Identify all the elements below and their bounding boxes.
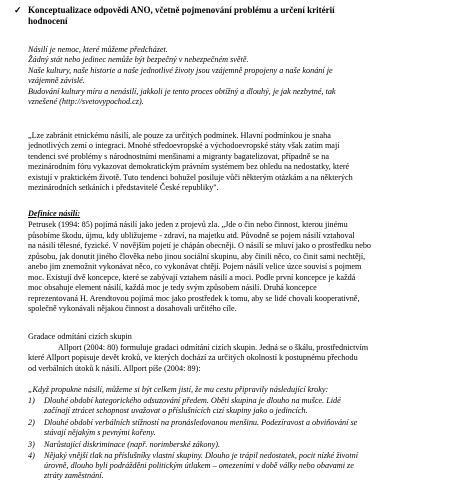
gradation-line: které Allport popisuje devět kroků, ve kterých dochází za určitých okolností k postupnému přechodu — [28, 353, 358, 362]
list-item-number: 3) — [28, 440, 35, 449]
quote-line: „Lze zabránit etnickému násilí, ale pouze za určitých podmínek. Hlavní podmínkou je snaha — [28, 131, 331, 140]
intro-line: vznešené (http://svetovypochod.cz). — [28, 97, 144, 106]
intro-line: vzájemně závislé. — [28, 76, 85, 85]
quote-line: existují v praktickém životě. Tuto tendenci bohužel posiluje vůči některým otázkám a na některých — [28, 173, 353, 182]
gradation-line: od verbálních útoků k násilí. Allport píše (2004: 89): — [28, 364, 201, 373]
gradation-title: Gradace odmítání cizích skupin — [28, 332, 132, 341]
definition-line: moc. Existují dvě koncepce, které se zabývají vztahem násilí a moci. Podle první koncepce je každá — [28, 273, 356, 282]
list-item-line: Dlouhé období kategorického odsuzování předem. Oběti skupina je dlouho na mušce. Lidé — [44, 396, 341, 405]
definition-line: působíme škodu, újmu, kdy ubližujeme - zdraví, na majetku atd. Původně se pojem násilí vztahoval — [28, 231, 355, 240]
quote-line: tendenci své problémy s národnostními menšinami a migranty bagatelizovat, případně se na — [28, 152, 330, 161]
list-item-line: Nějaký vnější tlak na příslušníky vlastní skupiny. Dlouho je trápil nedostatek, pocit nízké životní — [44, 451, 359, 460]
heading-line-2: hodnocení — [28, 16, 68, 26]
definition-line: moc obsahuje element násilí, každá moc je tedy svým způsobem násilí. Druhá koncepce — [28, 283, 317, 292]
heading-line-1: Konceptualizace odpovědi ANO, včetně pojmenování problému a určení kritérií — [28, 5, 335, 15]
definition-line: reprezentovaná H. Arendtovou pojímá moc jako prostředek k tomu, aby se lidé chovali kooperativně, — [28, 294, 360, 303]
list-item-line: Dlouhé období verbálních stížností na pronásledovanou menšinu. Podezíravost a obviňování se — [44, 418, 358, 427]
intro-line: Žádný stát nebo jedinec nemůže být bezpečný v nebezpečném světě. — [28, 55, 249, 64]
quote-line: jednotlivých zemí o integraci. Mnohé středoevropské a východoevropské státy však zatím mají — [28, 141, 340, 150]
definition-title: Definice násilí: — [28, 209, 81, 218]
gradation-line — [28, 343, 368, 353]
definition-line: Petrusek (1994: 85) pojímá násilí jako jeden z projevů zla. „Jde o čin nebo činnost, kterou jinému — [28, 220, 348, 229]
list-item-number: 2) — [28, 418, 35, 427]
list-item — [28, 418, 458, 440]
intro-line: Násilí je nemoc, které můžeme předcházet. — [28, 45, 168, 54]
definition-line: anebo jim znemožnit vykonávat něco, co vykonávat chtějí. Pojem násilí velice úzce souvisí s pojmem — [28, 262, 362, 271]
list-item-line: Narůstající diskriminace (např. norimberské zákony). — [44, 440, 221, 449]
definition-line: způsobu, jak donutit jiného člověka nebo jinou sociální skupinu, aby činili něco, co činit sami nechtějí, — [28, 252, 366, 261]
definition-line: společně vykonávali nějakou činnost a dosahovali určitého cíle. — [28, 304, 237, 313]
steps-intro: „Když propukne násilí, můžeme si být celkem jistí, že mu cestu připravily následující kroky: — [28, 385, 329, 394]
intro-line: Budování kultury míru a nenásilí, jakkoli je tento proces obtížný a dlouhý, je jak nezbytné, tak — [28, 87, 336, 96]
list-item-number: 4) — [28, 451, 35, 460]
gradation-line-text: Allport (2004: 80) formuluje gradaci odmítání cizích skupin. Jedná se o škálu, prostřednictvím — [58, 343, 369, 352]
quote-line: mezinárodních setkáních i představitelé České republiky". — [28, 183, 219, 192]
checkmark-bullet-icon: ✓ — [14, 5, 22, 15]
list-item-line: stávají nějakým s pevnými kořeny. — [44, 428, 156, 437]
list-item-line: úrovně, dlouho byli podrážděni politickým útlakem – omezeními v době války nebo obavami ze — [44, 461, 354, 470]
list-item-line: ztráty zaměstnání. — [44, 471, 104, 480]
list-item-number: 1) — [28, 396, 35, 405]
list-item — [28, 451, 458, 484]
quote-line: mezinárodním fóru vykazovat demokratickým právním systémem bez ohledu na nedostatky, které — [28, 162, 350, 171]
list-item-line: začínají ztrácet schopnost uvažovat o příslušnících cizí skupiny jako o jedincích. — [44, 406, 308, 415]
list-item — [28, 440, 458, 451]
definition-line: na násilí tělesné, fyzické. V novějším pojetí je chápán obecněji. O násilí se mluví jako o prostředku nebo — [28, 241, 372, 250]
intro-line: Naše kultury, naše historie a naše jednotlivé životy jsou vzájemně propojeny a naše konání je — [28, 66, 333, 75]
list-item — [28, 396, 458, 418]
